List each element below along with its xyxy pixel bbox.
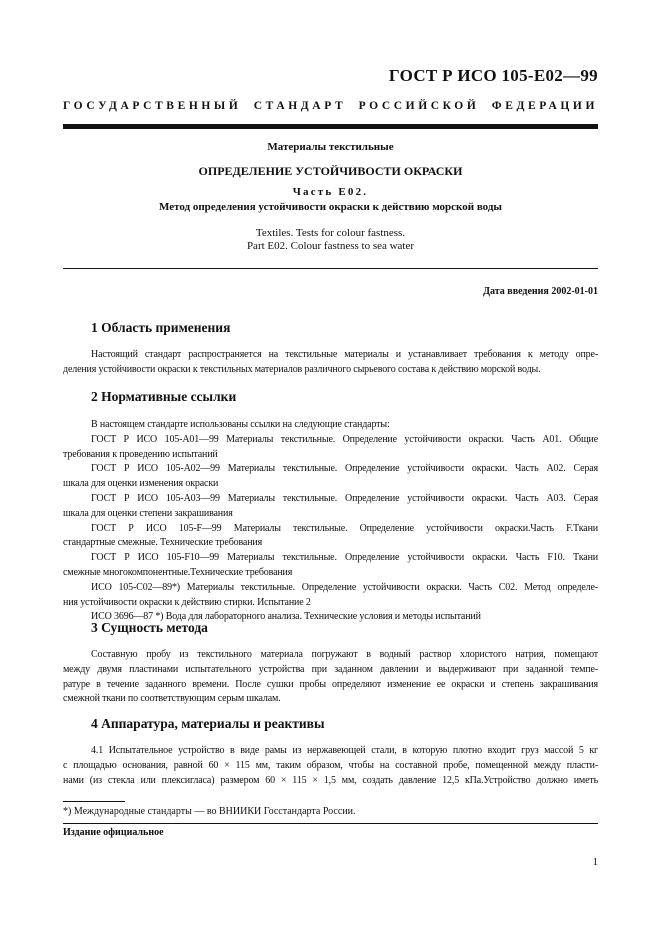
section-heading-references: 2 Нормативные ссылки (91, 389, 237, 404)
section-body-scope (63, 348, 598, 378)
text-line: смежные многокомпонентные.Технические требования (63, 566, 293, 578)
text-line: 4.1 Испытательное устройство в виде рамы из нержавеющей стали, в которую плотно входит груз массой 5 кг (91, 745, 598, 756)
text-line: шкала для оценки изменения окраски (63, 478, 219, 490)
text-line: Составную пробу из текстильного материала погружают в водный раствор хлористого натрия, помещают (91, 649, 598, 660)
text-line: ния устойчивости окраски к действию стирки. Испытание 2 (63, 596, 311, 608)
title-rule (63, 268, 598, 269)
section-body-references (63, 418, 598, 625)
official-edition-label: Издание официальное (63, 827, 164, 838)
text-line: ГОСТ Р ИСО 105-А03—99 Материалы текстильные. Определение устойчивости окраски. Часть А03. Серая (91, 492, 598, 504)
header-rule (63, 124, 598, 129)
title-method: Метод определения устойчивости окраски к действию морской воды (158, 201, 503, 213)
page-number: 1 (592, 856, 598, 868)
section-heading-apparatus: 4 Аппаратура, материалы и реактивы (91, 716, 325, 731)
banner-word: СТАНДАРТ (253, 100, 347, 112)
effective-date: Дата введения 2002-01-01 (483, 286, 598, 297)
text-line: ГОСТ Р ИСО 105-А02—99 Материалы текстильные. Определение устойчивости окраски. Часть А02. Серая (91, 463, 598, 475)
text-line: смежной ткани по соответствующим серым шкалам. (63, 693, 281, 705)
text-line: ратуре в течение заданного времени. После сушки пробы определяют изменение ее окраски и степень закрашивания (63, 678, 598, 690)
text-line: ГОСТ Р ИСО 105-F10—99 Материалы текстильные. Определение устойчивости окраски. Часть F10. Ткани (91, 552, 598, 564)
text-line: требования к проведению испытаний (63, 448, 218, 460)
state-standard-banner (63, 100, 598, 112)
text-line: шкала для оценки степени закрашивания (63, 507, 233, 519)
title-subject: Материалы текстильные (267, 141, 394, 153)
section-body-apparatus (63, 744, 598, 788)
text-line: между двумя пластинами испытательного устройства при заданном давлении и выдерживают при заданной темпе- (63, 663, 598, 675)
text-line: стандартные смежные. Технические требования (63, 537, 263, 549)
document-number: ГОСТ Р ИСО 105-Е02—99 (388, 66, 598, 85)
text-line: нами (из стекла или плексигласа) размером 60 × 115 × 1,5 мм, создать давление 12,5 кПа.Устройство должно иметь (63, 774, 598, 786)
text-line: ГОСТ Р ИСО 105-F—99 Материалы текстильные. Определение устойчивости окраски.Часть F.Ткани (91, 522, 598, 534)
title-part: Часть Е02. (292, 186, 369, 198)
footnote-rule (63, 801, 125, 802)
text-line: В настоящем стандарте использованы ссылки на следующие стандарты: (91, 419, 390, 430)
text-line: ГОСТ Р ИСО 105-А01—99 Материалы текстильные. Определение устойчивости окраски. Часть А01. Общие (91, 433, 598, 445)
banner-word: ГОСУДАРСТВЕННЫЙ (63, 100, 242, 112)
section-heading-principle: 3 Сущность метода (91, 620, 208, 635)
text-line: Настоящий стандарт распространяется на текстильные материалы и устанавливает требования к методу опре- (91, 349, 598, 360)
banner-word: ФЕДЕРАЦИИ (491, 100, 598, 112)
english-title-line: Textiles. Tests for colour fastness. (255, 227, 406, 239)
text-line: ИСО 105-С02—89*) Материалы текстильные. Определение устойчивости окраски. Часть С02. Метод определе- (91, 581, 598, 593)
text-line: деления устойчивости окраски к текстильных материалов различного сырьевого состава к действию морской воды. (63, 363, 541, 375)
text-line: с площадью основания, равной 60 × 115 мм, таким образом, чтобы на составной пробе, помещенной между пласти- (63, 759, 598, 771)
section-body-principle (63, 648, 598, 707)
edition-rule (63, 823, 598, 824)
section-heading-scope: 1 Область применения (91, 320, 231, 335)
banner-word: РОССИЙСКОЙ (358, 100, 480, 112)
text-line: ИСО 3696—87 *) Вода для лабораторного анализа. Технические условия и методы испытаний (91, 611, 481, 623)
footnote: *) Международные стандарты — во ВНИИКИ Госстандарта России. (63, 806, 356, 817)
title-main: ОПРЕДЕЛЕНИЕ УСТОЙЧИВОСТИ ОКРАСКИ (198, 164, 463, 178)
english-title-line: Part E02. Colour fastness to sea water (246, 240, 415, 252)
